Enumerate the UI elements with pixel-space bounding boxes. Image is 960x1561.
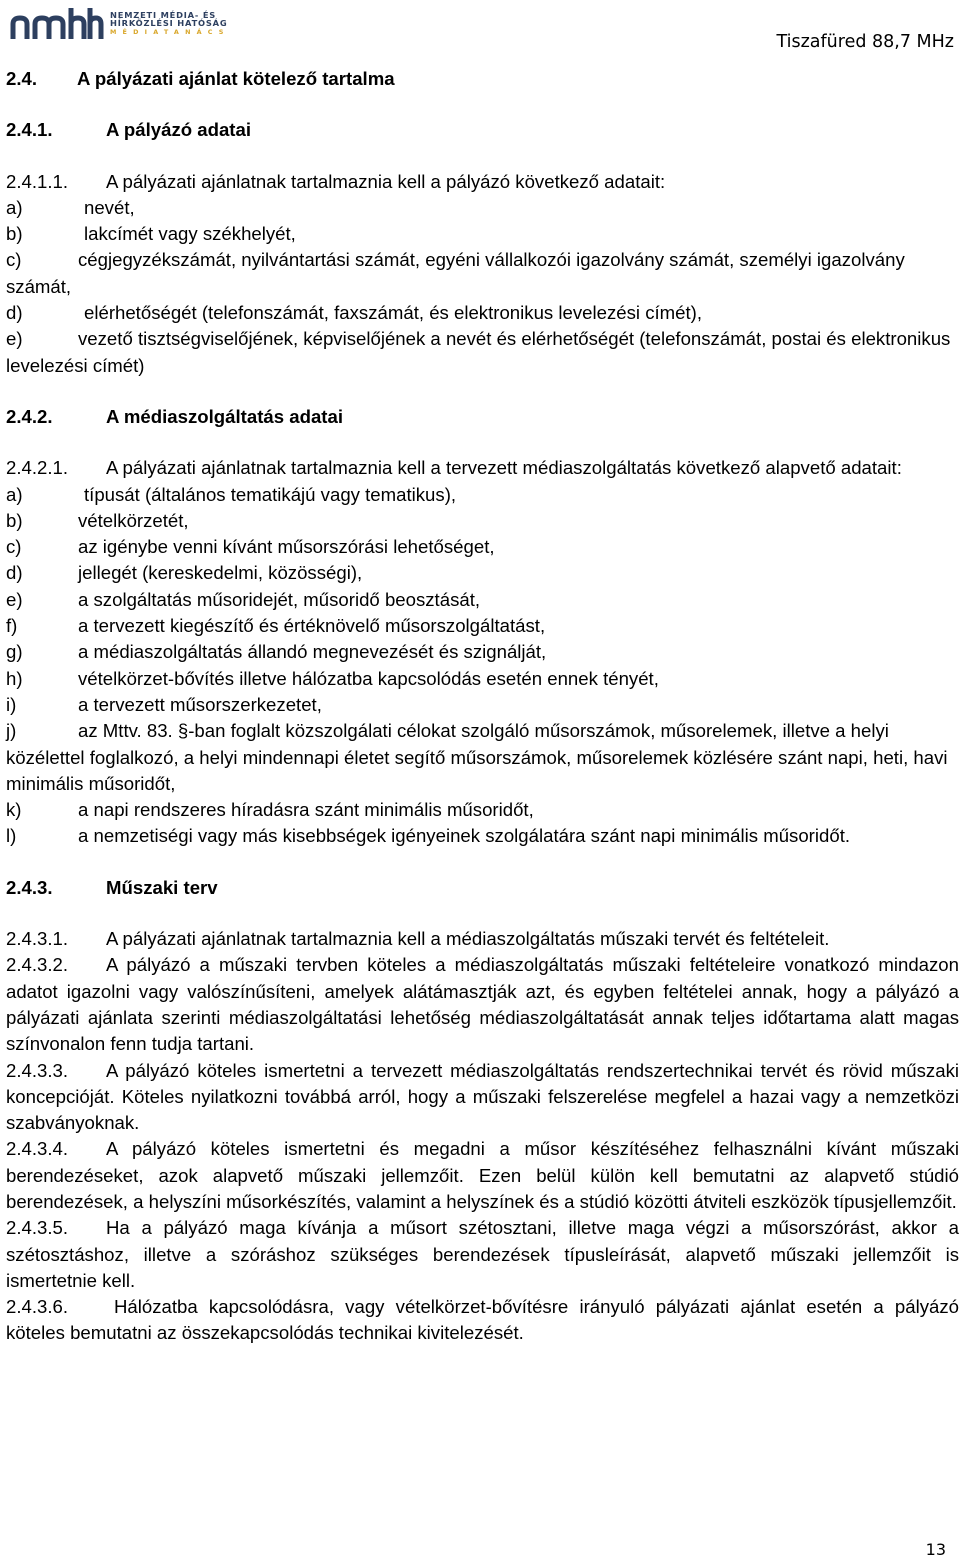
page-header xyxy=(0,0,960,52)
subsection-heading xyxy=(6,117,959,143)
section-number: 2.4. xyxy=(6,68,38,89)
paragraph-number: 2.4.1.1. xyxy=(6,170,69,192)
list-text: vételkörzet-bővítés illetve hálózatba kapcsolódás esetén ennek tényét, xyxy=(78,667,659,689)
list-text: a tervezett műsorszerkezetet, xyxy=(78,693,322,715)
list-text: a médiaszolgáltatás állandó megnevezését és szignálját, xyxy=(78,641,547,663)
list-item xyxy=(6,482,959,508)
list-marker: l) xyxy=(6,825,17,847)
list-text: a nemzetiségi vagy más kisebbségek igényeinek szolgálatára szánt napi minimális műsoridőt. xyxy=(78,825,851,847)
list-marker: b) xyxy=(6,223,23,245)
paragraph-text: A pályázó a műszaki tervben köteles a médiaszolgáltatás műszaki feltételeire vonatkozó mindazon adatot igazolni vagy valószínűsíteni, amelyek alátámasztják azt, és egyben feltételei annak, hogy a pályázó a pályázati ajánlata szerinti médiaszolgáltatási lehetőség médiaszolgáltatását annak teljes időtartama alatt magas színvonalon fenn tudja tartani. xyxy=(6,954,959,1055)
list-marker: f) xyxy=(6,615,18,637)
list-text: jellegét (kereskedelmi, közösségi), xyxy=(78,562,363,584)
paragraph-text: Ha a pályázó maga kívánja a műsort szétosztani, illetve maga végzi a műsorszórást, akkor a szétosztáshoz, illetve a szóráshoz szükséges berendezések típusleírását, alapvető műszaki jellemzőit is ismertetnie kell. xyxy=(6,1217,959,1291)
list-text: típusát (általános tematikájú vagy tematikus), xyxy=(84,483,457,505)
section-title: A médiaszolgáltatás adatai xyxy=(106,405,343,427)
list-item xyxy=(6,666,959,692)
nmhh-logo xyxy=(10,6,230,40)
list-text: elérhetőségét (telefonszámát, faxszámát, és elektronikus levelezési címét), xyxy=(84,302,703,324)
paragraph-text: A pályázati ajánlatnak tartalmaznia kell a médiaszolgáltatás műszaki tervét és feltételeit. xyxy=(106,928,830,950)
section-number: 2.4.3. xyxy=(6,876,53,898)
list-text: a napi rendszeres híradásra szánt minimális műsoridőt, xyxy=(78,799,534,821)
paragraph-number: 2.4.3.5. xyxy=(6,1217,69,1239)
list-text: az igénybe venni kívánt műsorszórási lehetőséget, xyxy=(78,536,495,558)
paragraph-number: 2.4.3.1. xyxy=(6,928,69,950)
station-title: Tiszafüred 88,7 MHz xyxy=(776,32,954,52)
list-item xyxy=(6,221,959,247)
list-item xyxy=(6,247,959,300)
list-item xyxy=(6,718,959,797)
list-item xyxy=(6,587,959,613)
list-item xyxy=(6,560,959,586)
subsection-heading xyxy=(6,875,959,901)
list-marker: c) xyxy=(6,249,22,271)
list-marker: a) xyxy=(6,483,23,505)
paragraph-number: 2.4.3.3. xyxy=(6,1059,69,1081)
list-marker: k) xyxy=(6,799,22,821)
list-marker: d) xyxy=(6,302,23,324)
section-heading xyxy=(6,66,959,92)
paragraph xyxy=(6,926,959,952)
section-number: 2.4.1. xyxy=(6,119,53,141)
document-body xyxy=(6,66,959,1347)
section-number: 2.4.2. xyxy=(6,405,53,427)
paragraph-text: A pályázó köteles ismertetni a tervezett médiaszolgáltatás rendszertechnikai tervét és rövid műszaki koncepcióját. Köteles nyilatkozni továbbá arról, hogy a műszaki felszerelése megfelel a hazai vagy a nemzetközi szabványoknak. xyxy=(6,1059,959,1134)
list-item xyxy=(6,508,959,534)
subsection-heading xyxy=(6,404,959,430)
paragraph-text: A pályázati ajánlatnak tartalmaznia kell a pályázó következő adatait: xyxy=(106,170,666,192)
paragraph-number: 2.4.3.4. xyxy=(6,1138,69,1160)
list-text: a szolgáltatás műsoridejét, műsoridő beosztását, xyxy=(78,588,481,610)
page-number: 13 xyxy=(925,1540,946,1559)
list-item xyxy=(6,613,959,639)
list-text: vételkörzetét, xyxy=(78,509,189,531)
paragraph xyxy=(6,1215,959,1294)
paragraph xyxy=(6,1136,959,1215)
paragraph-text: Hálózatba kapcsolódásra, vagy vételkörzet-bővítésre irányuló pályázati ajánlat esetén a pályázó köteles bemutatni az összekapcsolódás technikai kivitelezését. xyxy=(6,1296,959,1344)
list-text: vezető tisztségviselőjének, képviselőjének a nevét és elérhetőségét (telefonszámát, postai és elektronikus levelezési címét) xyxy=(6,328,951,376)
list-marker: h) xyxy=(6,667,23,689)
list-marker: i) xyxy=(6,693,17,715)
logo-line-1: NEMZETI MÉDIA- ÉS xyxy=(110,9,217,20)
list-item xyxy=(6,195,959,221)
list-marker: j) xyxy=(6,720,17,742)
list-marker: e) xyxy=(6,588,23,610)
list-item xyxy=(6,300,959,326)
paragraph xyxy=(6,1294,959,1347)
paragraph-number: 2.4.3.6. xyxy=(6,1296,69,1318)
section-title: A pályázó adatai xyxy=(106,119,252,141)
paragraph xyxy=(6,455,959,481)
list-text: a tervezett kiegészítő és értéknövelő műsorszolgáltatást, xyxy=(78,615,546,637)
list-marker: b) xyxy=(6,509,23,531)
paragraph xyxy=(6,952,959,1057)
list-text: nevét, xyxy=(84,196,135,218)
paragraph-text: A pályázati ajánlatnak tartalmaznia kell a tervezett médiaszolgáltatás következő alapvető adatait: xyxy=(106,457,902,479)
logo-line-2: HÍRKÖZLÉSI HATÓSÁG xyxy=(110,17,228,28)
list-text: az Mttv. 83. §-ban foglalt közszolgálati célokat szolgáló műsorszámok, műsorelemek, illetve a helyi közélettel foglalkozó, a helyi mindennapi életet segítő műsorszámok, műsorelemek közlésére szánt napi, heti, havi minimális műsoridőt, xyxy=(6,720,948,794)
nmhh-logo-mark-icon xyxy=(10,6,104,40)
list-marker: e) xyxy=(6,328,23,350)
paragraph-text: A pályázó köteles ismertetni és megadni a műsor készítéséhez felhasználni kívánt műszaki berendezéseket, azok alapvető műszaki jellemzőit. Ezen belül külön kell bemutatni az alapvető stúdió berendezések, a helyszíni műsorkészítés, valamint a helyszínek és a stúdió közötti átviteli eszközök típusjellemzőit. xyxy=(6,1138,959,1212)
paragraph xyxy=(6,169,959,195)
list-item xyxy=(6,823,959,849)
list-item xyxy=(6,797,959,823)
list-marker: g) xyxy=(6,641,23,663)
paragraph xyxy=(6,1058,959,1137)
list-item xyxy=(6,639,959,665)
list-marker: c) xyxy=(6,536,22,558)
paragraph-number: 2.4.3.2. xyxy=(6,954,69,976)
paragraph-number: 2.4.2.1. xyxy=(6,457,69,479)
list-marker: a) xyxy=(6,196,23,218)
section-title: A pályázati ajánlat kötelező tartalma xyxy=(77,68,395,89)
list-text: cégjegyzékszámát, nyilvántartási számát, egyéni vállalkozói igazolvány számát, személyi igazolvány számát, xyxy=(6,249,905,297)
section-title: Műszaki terv xyxy=(106,876,218,898)
list-item xyxy=(6,692,959,718)
list-marker: d) xyxy=(6,562,23,584)
list-text: lakcímét vagy székhelyét, xyxy=(84,223,296,245)
logo-line-3: MÉDIATANÁCS xyxy=(110,28,230,37)
list-item xyxy=(6,326,959,379)
list-item xyxy=(6,534,959,560)
